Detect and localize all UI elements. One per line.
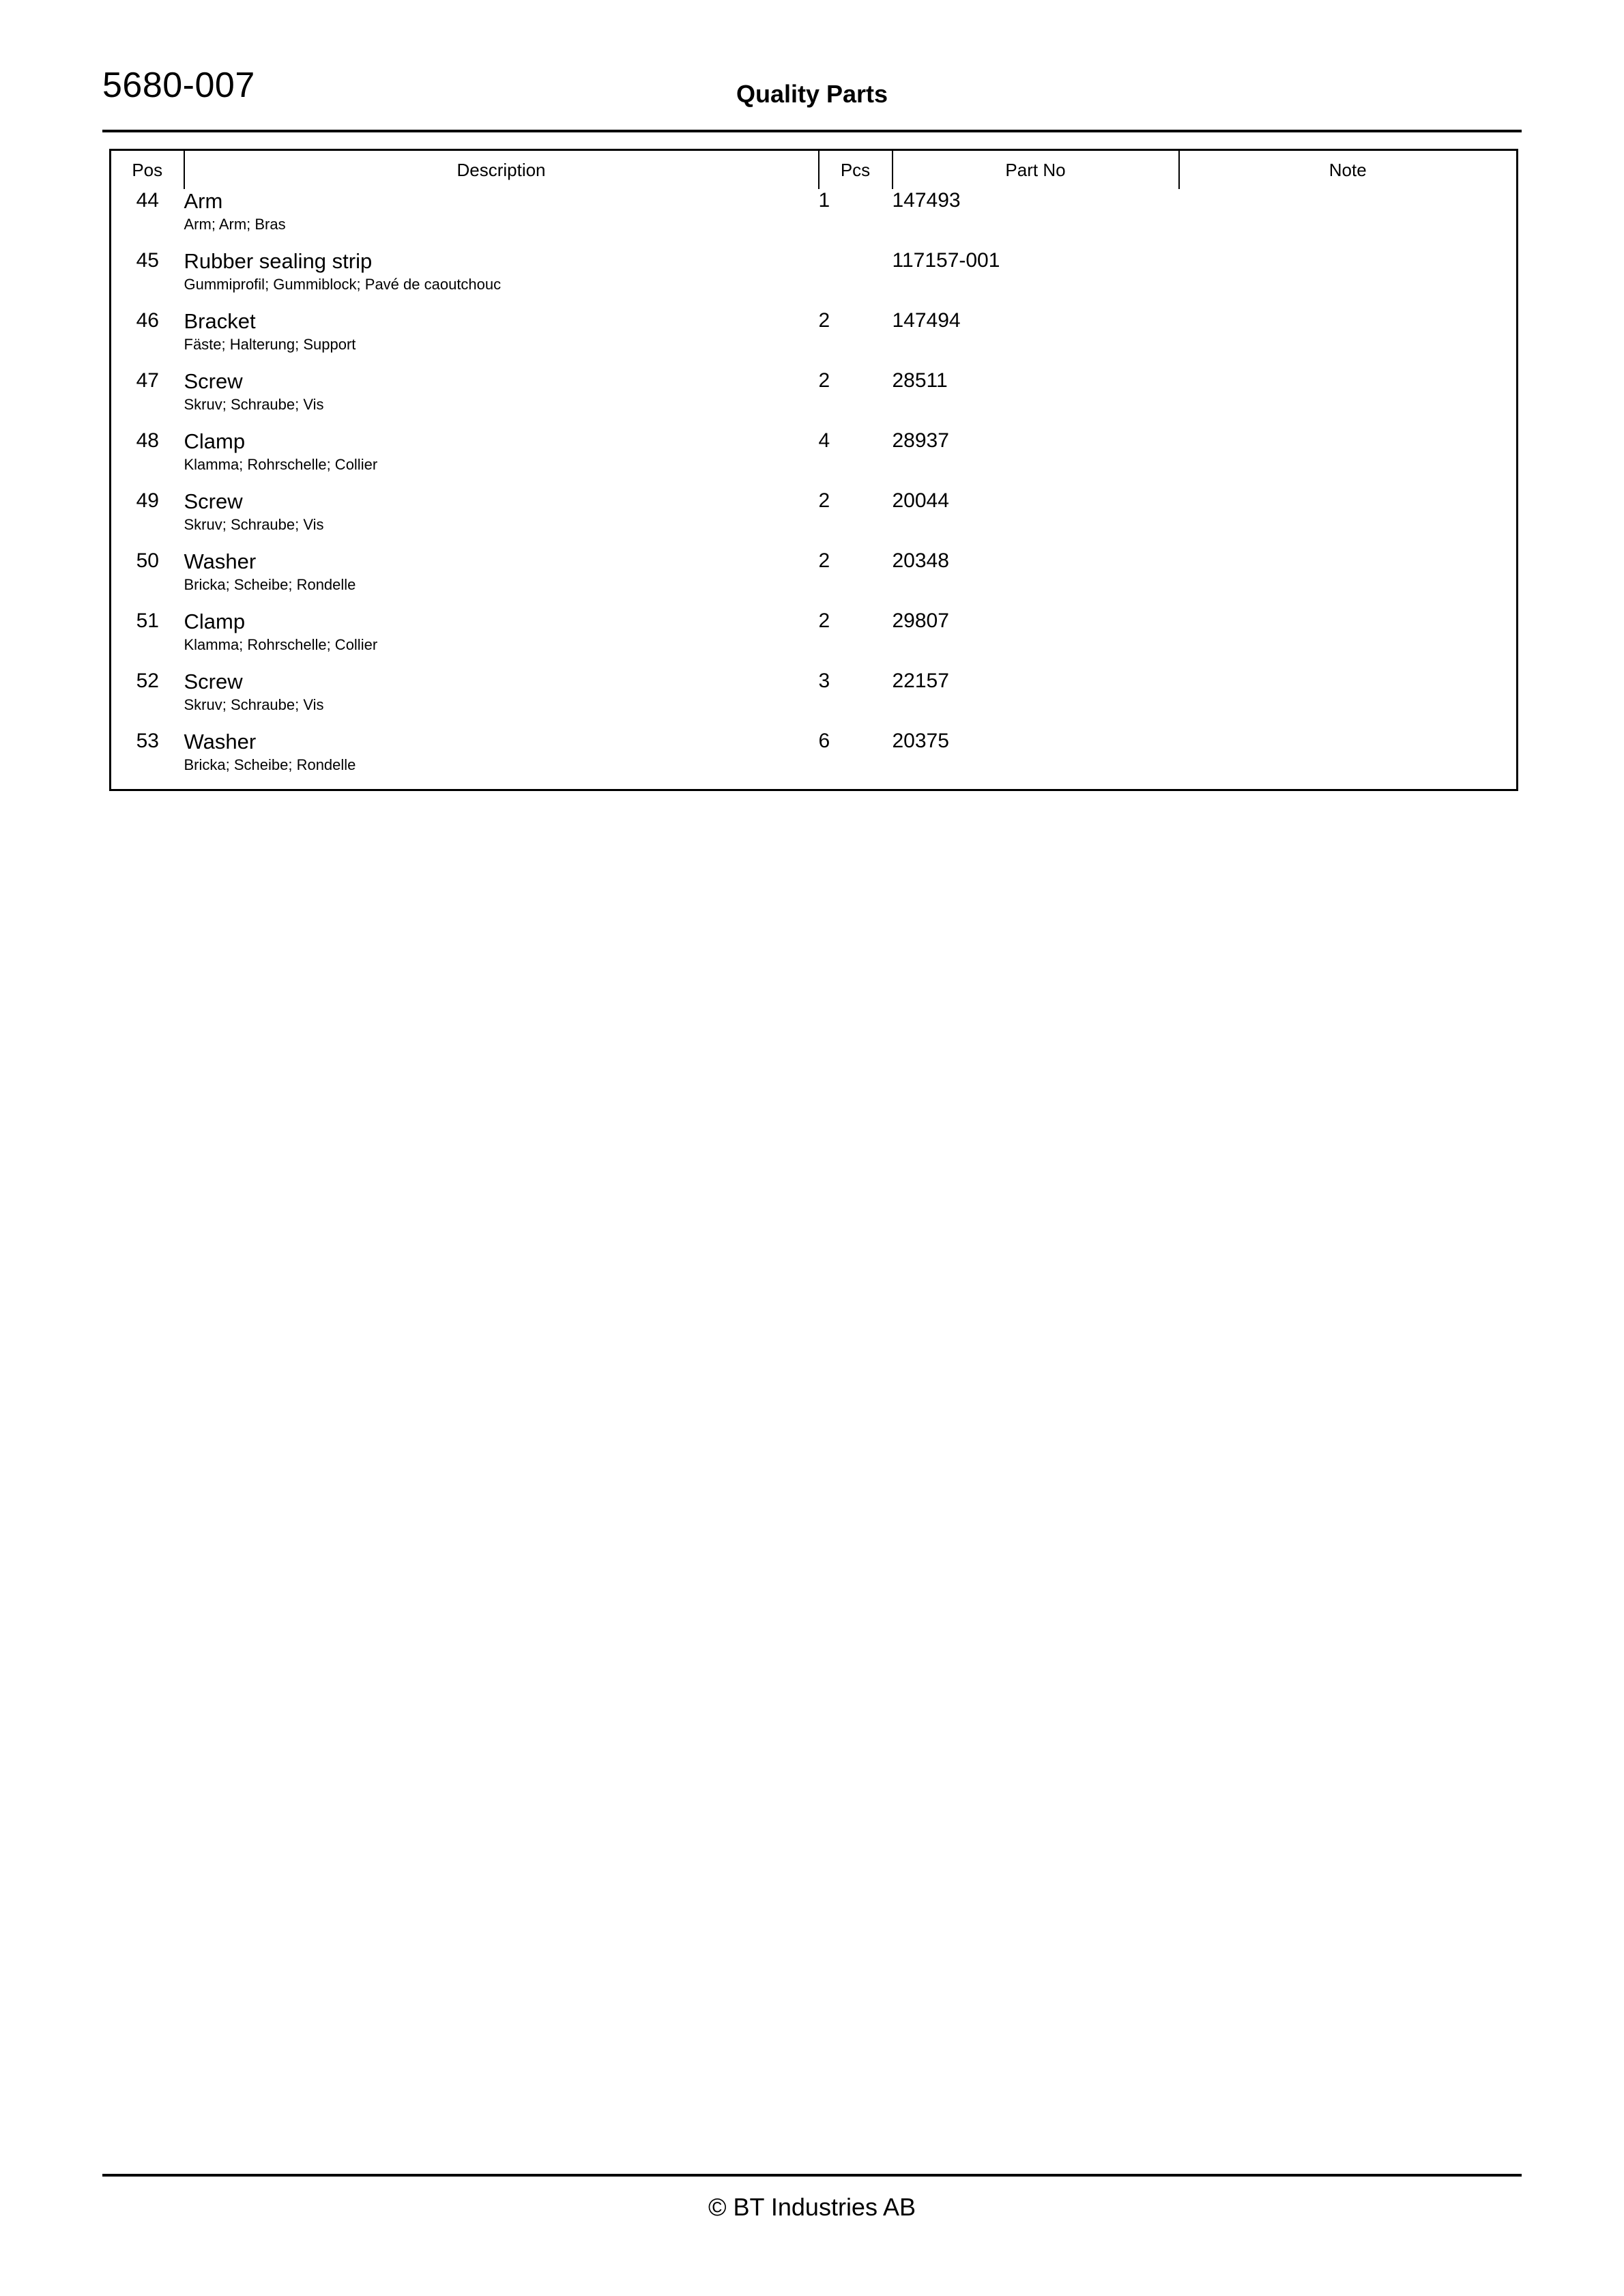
part-name-translations: Klamma; Rohrschelle; Collier	[184, 636, 378, 653]
parts-table-body	[111, 189, 1518, 790]
cell-pcs: 2	[818, 609, 830, 632]
cell-pos: 52	[136, 670, 159, 692]
part-name: Washer	[184, 549, 257, 573]
cell-pos: 46	[136, 309, 159, 332]
cell-note	[1179, 429, 1518, 489]
cell-description	[184, 429, 819, 489]
cell-note	[1179, 730, 1518, 790]
part-name: Rubber sealing strip	[184, 249, 373, 273]
cell-part-no: 29807	[892, 609, 949, 632]
footer-copyright: © BT Industries AB	[708, 2193, 916, 2221]
column-header-pcs: Pcs	[819, 150, 893, 190]
header-divider	[102, 130, 1522, 132]
cell-pos: 47	[136, 369, 159, 392]
cell-part-no: 117157-001	[892, 249, 1000, 272]
cell-part-no: 28511	[892, 369, 948, 392]
part-name-translations: Skruv; Schraube; Vis	[184, 396, 324, 413]
column-header-description: Description	[184, 150, 819, 190]
part-name-translations: Gummiprofil; Gummiblock; Pavé de caoutchouc	[184, 276, 502, 293]
cell-description	[184, 730, 819, 790]
cell-description	[184, 369, 819, 429]
cell-note	[1179, 309, 1518, 369]
part-name: Washer	[184, 730, 257, 754]
table-row	[111, 609, 1518, 670]
table-header-row	[111, 150, 1518, 190]
page-title: Quality Parts	[736, 80, 888, 108]
cell-part-no: 20348	[892, 549, 949, 572]
table-row	[111, 549, 1518, 609]
document-code: 5680-007	[102, 66, 255, 105]
cell-description	[184, 249, 819, 309]
part-name: Clamp	[184, 429, 246, 453]
column-header-note: Note	[1329, 160, 1367, 180]
table-row	[111, 369, 1518, 429]
part-name: Screw	[184, 670, 243, 693]
cell-description	[184, 609, 819, 670]
page-header	[102, 65, 1522, 119]
part-name: Screw	[184, 489, 243, 513]
cell-description	[184, 670, 819, 730]
cell-note	[1179, 549, 1518, 609]
cell-pos: 48	[136, 429, 159, 452]
cell-note	[1179, 369, 1518, 429]
cell-pcs: 4	[818, 429, 830, 452]
part-name-translations: Skruv; Schraube; Vis	[184, 696, 324, 713]
cell-note	[1179, 489, 1518, 549]
cell-part-no: 20375	[892, 730, 949, 752]
table-row	[111, 730, 1518, 790]
cell-description	[184, 309, 819, 369]
cell-part-no: 22157	[892, 670, 949, 692]
cell-pcs: 2	[818, 309, 830, 332]
table-row	[111, 189, 1518, 249]
cell-pos: 53	[136, 730, 159, 752]
column-header-part-no: Part No	[893, 150, 1179, 190]
cell-note	[1179, 670, 1518, 730]
cell-pos: 45	[136, 249, 159, 272]
cell-pcs: 2	[818, 489, 830, 512]
cell-description	[184, 489, 819, 549]
cell-pcs: 3	[818, 670, 830, 692]
table-row	[111, 309, 1518, 369]
cell-pos: 50	[136, 549, 159, 572]
part-name-translations: Fäste; Halterung; Support	[184, 336, 356, 353]
cell-pos: 49	[136, 489, 159, 512]
table-row	[111, 249, 1518, 309]
part-name-translations: Arm; Arm; Bras	[184, 216, 286, 233]
table-row	[111, 429, 1518, 489]
part-name-translations: Bricka; Scheibe; Rondelle	[184, 576, 356, 593]
cell-part-no: 147493	[892, 189, 961, 212]
cell-pos: 51	[136, 609, 159, 632]
cell-description	[184, 189, 819, 249]
parts-table	[109, 149, 1518, 791]
part-name: Clamp	[184, 609, 246, 633]
cell-part-no: 28937	[892, 429, 949, 452]
part-name: Screw	[184, 369, 243, 393]
cell-note	[1179, 249, 1518, 309]
part-name-translations: Bricka; Scheibe; Rondelle	[184, 756, 356, 773]
cell-pos: 44	[136, 189, 159, 212]
part-name-translations: Skruv; Schraube; Vis	[184, 516, 324, 533]
part-name: Bracket	[184, 309, 256, 333]
table-row	[111, 670, 1518, 730]
cell-part-no: 147494	[892, 309, 961, 332]
part-name: Arm	[184, 189, 223, 213]
part-name-translations: Klamma; Rohrschelle; Collier	[184, 456, 378, 473]
cell-note	[1179, 189, 1518, 249]
table-row	[111, 489, 1518, 549]
cell-description	[184, 549, 819, 609]
cell-note	[1179, 609, 1518, 670]
cell-pcs	[819, 249, 893, 309]
cell-pcs: 1	[818, 189, 830, 212]
parts-table-container	[109, 149, 1516, 791]
cell-part-no: 20044	[892, 489, 949, 512]
cell-pcs: 6	[818, 730, 830, 752]
footer-divider	[102, 2174, 1522, 2177]
cell-pcs: 2	[818, 549, 830, 572]
column-header-pos: Pos	[111, 150, 184, 190]
cell-pcs: 2	[818, 369, 830, 392]
